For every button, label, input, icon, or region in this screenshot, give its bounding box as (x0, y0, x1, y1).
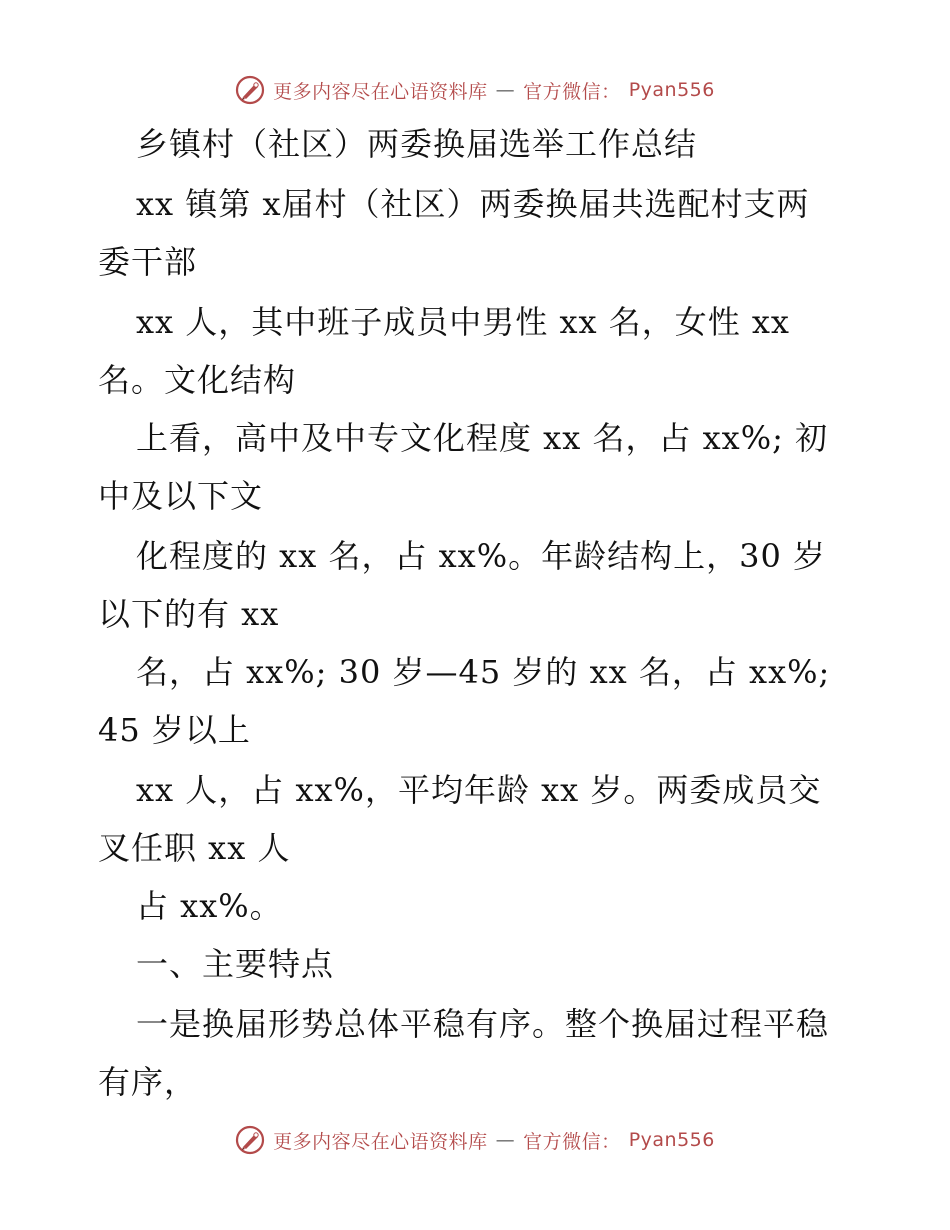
paragraph-line: 45 岁以上 (98, 711, 251, 749)
page-header (0, 70, 950, 110)
section-heading: 一、主要特点 (136, 945, 335, 983)
paragraph-line: 占 xx%。 (136, 887, 283, 925)
document-title: 乡镇村（社区）两委换届选举工作总结 (136, 125, 698, 163)
footer-wechat-id: Pyan556 (628, 1129, 715, 1151)
paragraph-line: 化程度的 xx 名，占 xx%。年龄结构上，30 岁 (136, 537, 827, 575)
page-footer (0, 1120, 950, 1160)
paragraph-line: xx 人，其中班子成员中男性 xx 名，女性 xx (136, 303, 790, 341)
header-wechat-label: 官方微信： (523, 80, 621, 103)
footer-dash: — (495, 1129, 516, 1151)
paragraph-line: xx 镇第 x届村（社区）两委换届共选配村支两 (136, 185, 810, 223)
paragraph-line: 委干部 (98, 243, 198, 281)
paragraph-line: 中及以下文 (98, 477, 264, 515)
paragraph-line: 以下的有 xx (98, 595, 280, 633)
quill-logo-icon (235, 75, 265, 105)
paragraph-line: 名，占 xx%; 30 岁—45 岁的 xx 名，占 xx%; (136, 653, 831, 691)
header-brand-text: 更多内容尽在心语资料库 (273, 80, 488, 103)
header-dash: — (495, 79, 516, 101)
paragraph-line: 叉任职 xx 人 (98, 829, 291, 867)
footer-wechat-label: 官方微信： (523, 1130, 621, 1153)
footer-watermark (235, 1125, 715, 1155)
document-body (0, 120, 950, 1100)
footer-brand-text: 更多内容尽在心语资料库 (273, 1130, 488, 1153)
header-watermark (235, 75, 715, 105)
paragraph-line: xx 人，占 xx%，平均年龄 xx 岁。两委成员交 (136, 771, 822, 809)
paragraph-line: 有序， (98, 1063, 198, 1101)
paragraph-line: 名。文化结构 (98, 361, 297, 399)
paragraph-line: 一是换届形势总体平稳有序。整个换届过程平稳 (136, 1005, 830, 1043)
paragraph-line: 上看，高中及中专文化程度 xx 名，占 xx%; 初 (136, 419, 829, 457)
header-wechat-id: Pyan556 (628, 79, 715, 101)
quill-logo-icon (235, 1125, 265, 1155)
